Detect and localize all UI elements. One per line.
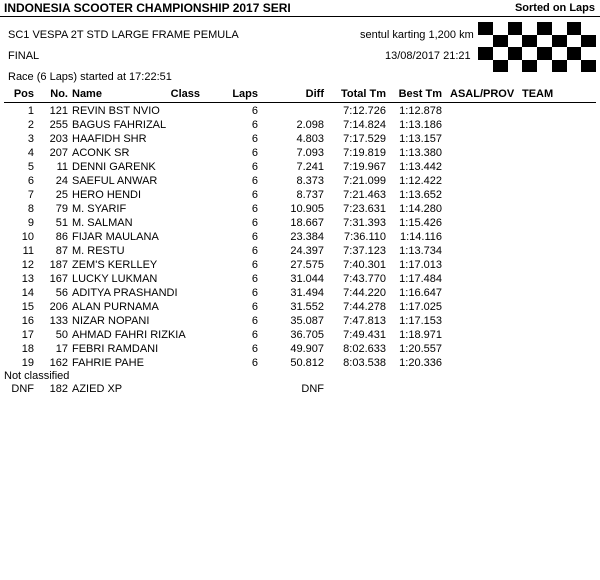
cell-laps: 6: [251, 231, 258, 243]
cell-no: 24: [55, 175, 68, 187]
cell-name: BAGUS FAHRIZAL: [72, 119, 167, 131]
cell-name: SAEFUL ANWAR: [72, 175, 158, 187]
cell-diff: 31.494: [290, 287, 324, 299]
cell-name: HAAFIDH SHR: [72, 133, 147, 145]
cell-total: 7:44.278: [343, 301, 386, 313]
cell-no: 182: [49, 383, 68, 395]
cell-laps: 6: [251, 147, 258, 159]
cell-total: 7:19.967: [343, 161, 386, 173]
cell-laps: 6: [251, 315, 258, 327]
cell-name: NIZAR NOPANI: [72, 315, 150, 327]
cell-total: 8:03.538: [343, 357, 386, 369]
table-row[interactable]: [0, 160, 600, 174]
cell-diff: 23.384: [290, 231, 324, 243]
table-row[interactable]: [0, 118, 600, 132]
table-row[interactable]: [0, 104, 600, 118]
cell-total: 7:31.393: [343, 217, 386, 229]
cell-no: 79: [55, 203, 68, 215]
cell-pos: 3: [27, 133, 34, 145]
cell-name: REVIN BST NVIO: [72, 105, 160, 117]
cell-best: 1:13.186: [399, 119, 442, 131]
table-row[interactable]: [0, 300, 600, 314]
cell-pos: 10: [21, 231, 34, 243]
cell-total: 7:37.123: [343, 245, 386, 257]
cell-name: HERO HENDI: [72, 189, 142, 201]
cell-pos: 12: [21, 259, 34, 271]
table-row[interactable]: [0, 216, 600, 230]
cell-pos: 8: [27, 203, 34, 215]
cell-pos: 15: [21, 301, 34, 313]
cell-laps: 6: [251, 161, 258, 173]
column-header-name: Name: [72, 88, 102, 100]
cell-laps: 6: [251, 301, 258, 313]
cell-pos: 2: [27, 119, 34, 131]
cell-best: 1:14.116: [399, 231, 442, 243]
cell-no: 255: [49, 119, 68, 131]
cell-name: FIJAR MAULANA: [72, 231, 159, 243]
column-header-laps: Laps: [232, 88, 258, 100]
cell-pos: 6: [27, 175, 34, 187]
cell-diff: 35.087: [290, 315, 324, 327]
table-row[interactable]: [0, 356, 600, 370]
cell-total: 7:14.824: [343, 119, 386, 131]
cell-laps: 6: [251, 287, 258, 299]
class-line: SC1 VESPA 2T STD LARGE FRAME PEMULA: [8, 29, 239, 41]
cell-best: 1:17.153: [399, 315, 442, 327]
cell-name: FAHRIE PAHE: [72, 357, 144, 369]
cell-laps: 6: [251, 217, 258, 229]
cell-total: 8:02.633: [343, 343, 386, 355]
cell-total: 7:23.631: [343, 203, 386, 215]
cell-laps: 6: [251, 119, 258, 131]
not-classified-body: [0, 382, 600, 396]
cell-diff: 4.803: [296, 133, 324, 145]
cell-no: 11: [56, 161, 68, 173]
table-row[interactable]: [0, 132, 600, 146]
cell-laps: 6: [251, 357, 258, 369]
cell-best: 1:18.971: [399, 329, 442, 341]
cell-total: 7:17.529: [343, 133, 386, 145]
cell-laps: 6: [251, 175, 258, 187]
cell-best: 1:14.280: [399, 203, 442, 215]
cell-no: 25: [55, 189, 68, 201]
track-name: sentul karting 1,200 km: [360, 29, 474, 41]
race-start-line: Race (6 Laps) started at 17:22:51: [8, 71, 172, 83]
cell-diff: 8.373: [296, 175, 324, 187]
cell-diff: 10.905: [290, 203, 324, 215]
cell-laps: 6: [251, 189, 258, 201]
cell-best: 1:15.426: [399, 217, 442, 229]
cell-name: M. RESTU: [72, 245, 125, 257]
table-row[interactable]: [0, 230, 600, 244]
cell-pos: 11: [22, 245, 34, 257]
cell-no: 50: [55, 329, 68, 341]
cell-no: 121: [49, 105, 68, 117]
cell-best: 1:13.157: [399, 133, 442, 145]
cell-name: ADITYA PRASHANDI: [72, 287, 178, 299]
cell-total: 7:21.463: [343, 189, 386, 201]
table-header-row: [0, 88, 600, 103]
cell-diff: 7.241: [296, 161, 324, 173]
cell-diff: 49.907: [290, 343, 324, 355]
cell-no: 206: [49, 301, 68, 313]
cell-diff: 36.705: [290, 329, 324, 341]
cell-best: 1:13.652: [399, 189, 442, 201]
cell-diff: 31.044: [290, 273, 324, 285]
cell-diff: 50.812: [290, 357, 324, 369]
cell-pos: 19: [21, 357, 34, 369]
cell-pos: 9: [27, 217, 34, 229]
cell-diff: 2.098: [296, 119, 324, 131]
cell-name: ZEM'S KERLLEY: [72, 259, 158, 271]
cell-laps: 6: [251, 133, 258, 145]
cell-best: 1:20.336: [399, 357, 442, 369]
cell-no: 86: [55, 231, 68, 243]
cell-no: 203: [49, 133, 68, 145]
column-header-best-time: Best Tm: [398, 88, 442, 100]
cell-no: 17: [55, 343, 68, 355]
cell-best: 1:12.878: [399, 105, 442, 117]
not-classified-label: Not classified: [4, 370, 70, 382]
column-header-diff: Diff: [305, 88, 324, 100]
header-divider: [4, 102, 596, 103]
chequered-flag-icon: [478, 22, 596, 72]
cell-diff: 18.667: [290, 217, 324, 229]
cell-total: 7:36.110: [343, 231, 386, 243]
cell-diff: 31.552: [290, 301, 324, 313]
cell-best: 1:13.734: [399, 245, 442, 257]
cell-total: 7:44.220: [343, 287, 386, 299]
cell-best: 1:17.484: [399, 273, 442, 285]
results-table-body: [0, 104, 600, 370]
session-label: FINAL: [8, 50, 40, 62]
cell-pos: 4: [27, 147, 34, 159]
column-header-no: No.: [50, 88, 68, 100]
cell-name: M. SALMAN: [72, 217, 133, 229]
cell-laps: 6: [251, 105, 258, 117]
cell-name: FEBRI RAMDANI: [72, 343, 159, 355]
cell-laps: 6: [251, 245, 258, 257]
table-row[interactable]: [0, 382, 600, 396]
cell-diff: 24.397: [290, 245, 324, 257]
cell-name: ALAN PURNAMA: [72, 301, 159, 313]
cell-name: ACONK SR: [72, 147, 130, 159]
table-row[interactable]: [0, 272, 600, 286]
cell-best: 1:12.422: [399, 175, 442, 187]
cell-name: AZIED XP: [72, 383, 123, 395]
table-row[interactable]: [0, 174, 600, 188]
cell-name: LUCKY LUKMAN: [72, 273, 158, 285]
cell-pos: 16: [21, 315, 34, 327]
cell-pos: 7: [27, 189, 34, 201]
table-row[interactable]: [0, 314, 600, 328]
timestamp: 13/08/2017 21:21: [385, 50, 471, 62]
cell-best: 1:13.442: [399, 161, 442, 173]
table-row[interactable]: [0, 342, 600, 356]
table-row[interactable]: [0, 258, 600, 272]
cell-diff: DNF: [301, 383, 324, 395]
column-header-team: TEAM: [522, 88, 554, 100]
cell-diff: 8.737: [296, 189, 324, 201]
cell-pos: 1: [27, 105, 34, 117]
cell-pos: 5: [27, 161, 34, 173]
table-row[interactable]: [0, 202, 600, 216]
cell-total: 7:43.770: [343, 273, 386, 285]
cell-total: 7:19.819: [343, 147, 386, 159]
cell-best: 1:16.647: [399, 287, 442, 299]
cell-laps: 6: [251, 343, 258, 355]
cell-laps: 6: [251, 259, 258, 271]
table-row[interactable]: [0, 328, 600, 342]
cell-total: 7:21.099: [343, 175, 386, 187]
table-row[interactable]: [0, 146, 600, 160]
title-bar: [0, 0, 600, 17]
column-header-total-time: Total Tm: [340, 88, 386, 100]
cell-pos: 17: [21, 329, 34, 341]
cell-diff: 7.093: [296, 147, 324, 159]
cell-name: DENNI GARENK: [72, 161, 156, 173]
cell-no: 133: [49, 315, 68, 327]
column-header-pos: Pos: [13, 88, 34, 100]
cell-best: 1:13.380: [399, 147, 442, 159]
cell-best: 1:20.557: [399, 343, 442, 355]
cell-no: 87: [55, 245, 68, 257]
cell-no: 51: [55, 217, 68, 229]
table-row[interactable]: [0, 188, 600, 202]
cell-total: 7:47.813: [343, 315, 386, 327]
cell-pos: DNF: [11, 383, 34, 395]
column-header-asal-prov: ASAL/PROV: [450, 88, 515, 100]
cell-no: 187: [49, 259, 68, 271]
column-header-class: Class: [170, 88, 200, 100]
cell-no: 167: [49, 273, 68, 285]
page-title: INDONESIA SCOOTER CHAMPIONSHIP 2017 SERI: [4, 1, 291, 15]
cell-laps: 6: [251, 203, 258, 215]
cell-best: 1:17.013: [399, 259, 442, 271]
cell-name: M. SYARIF: [72, 203, 127, 215]
cell-diff: 27.575: [290, 259, 324, 271]
cell-total: 7:40.301: [343, 259, 386, 271]
cell-best: 1:17.025: [399, 301, 442, 313]
cell-total: 7:49.431: [343, 329, 386, 341]
cell-total: 7:12.726: [343, 105, 386, 117]
cell-no: 162: [49, 357, 68, 369]
cell-pos: 13: [21, 273, 34, 285]
sort-label: Sorted on Laps: [514, 2, 595, 14]
table-row[interactable]: [0, 244, 600, 258]
cell-pos: 18: [21, 343, 34, 355]
cell-no: 207: [49, 147, 68, 159]
cell-laps: 6: [251, 273, 258, 285]
table-row[interactable]: [0, 286, 600, 300]
cell-laps: 6: [251, 329, 258, 341]
cell-name: AHMAD FAHRI RIZKIA: [72, 329, 186, 341]
cell-pos: 14: [21, 287, 34, 299]
cell-no: 56: [55, 287, 68, 299]
